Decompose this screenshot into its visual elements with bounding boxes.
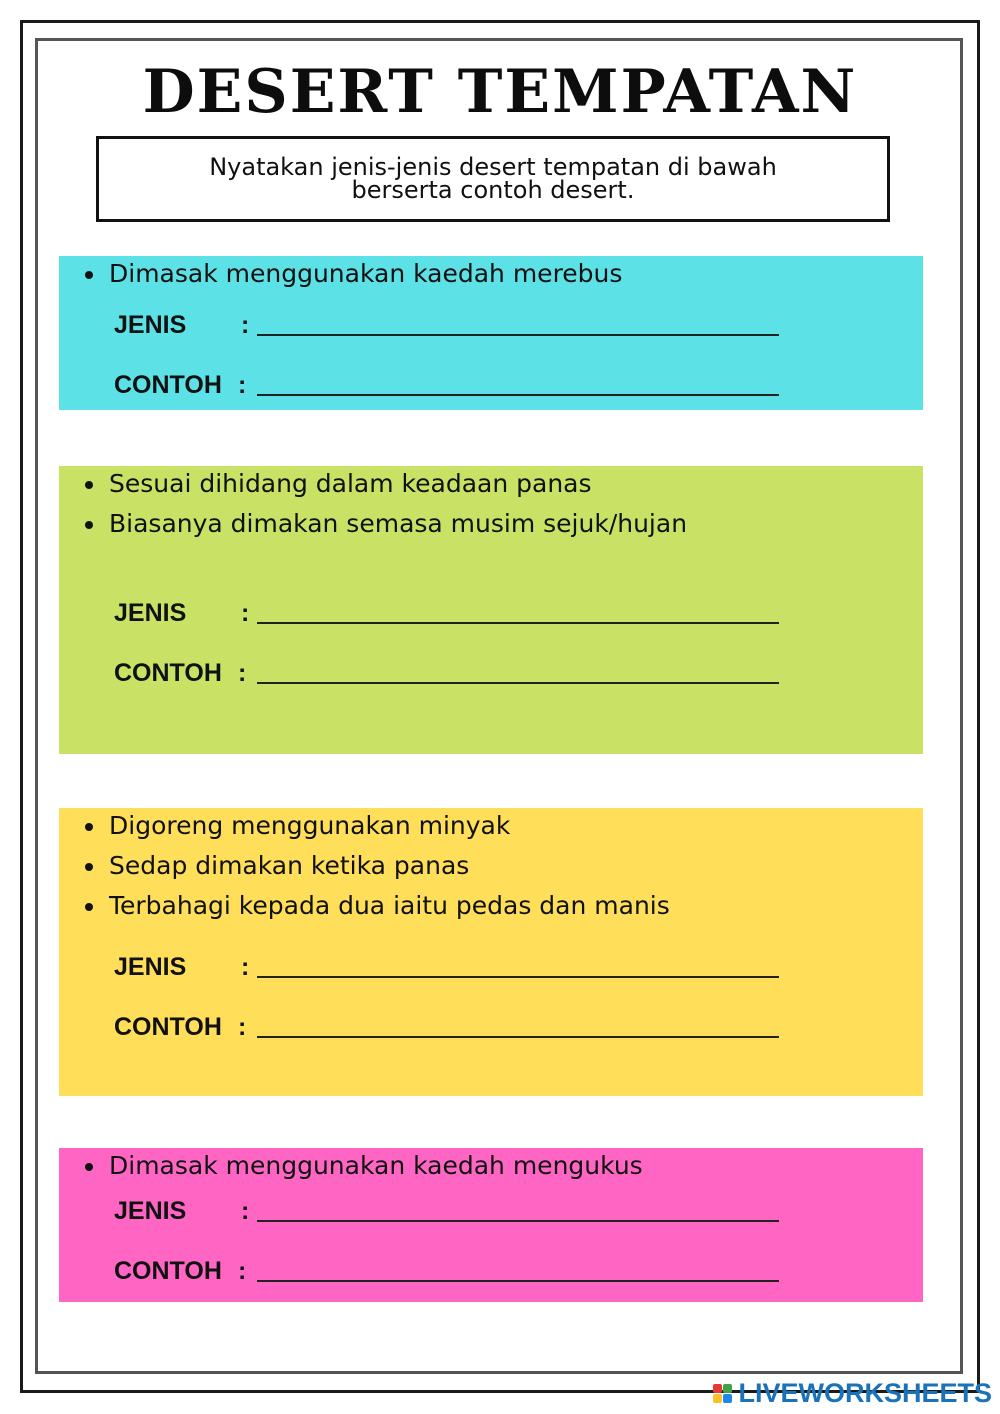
colon: : [241,953,250,981]
colon: : [241,599,250,627]
bullet-list [79,806,670,926]
bullet-item: Biasanya dimakan semasa musim sejuk/hujan [79,504,687,544]
contoh-answer-blank[interactable] [257,1280,779,1282]
contoh-field[interactable] [114,1010,734,1046]
logo-tile [713,1394,722,1403]
section-mengukus [59,1148,923,1302]
colon: : [238,371,247,399]
jenis-field[interactable] [114,950,734,986]
colon: : [238,1257,247,1285]
liveworksheets-logo-icon [713,1384,732,1403]
jenis-field[interactable] [114,596,734,632]
bullet-list [79,254,622,294]
contoh-answer-blank[interactable] [257,1036,779,1038]
colon: : [241,1197,250,1225]
bullet-item: Sesuai dihidang dalam keadaan panas [79,464,687,504]
logo-tile [723,1394,732,1403]
bullet-item: Terbahagi kepada dua iaitu pedas dan manis [79,886,670,926]
instruction-box [96,136,890,222]
jenis-field[interactable] [114,308,734,344]
contoh-field[interactable] [114,368,734,404]
bullet-list [79,464,687,544]
colon: : [238,1013,247,1041]
watermark-text: LIVEWORKSHEETS [738,1377,992,1408]
jenis-answer-blank[interactable] [257,334,779,336]
bullet-item: Digoreng menggunakan minyak [79,806,670,846]
section-merebus [59,256,923,410]
contoh-label: CONTOH [114,371,222,399]
jenis-answer-blank[interactable] [257,976,779,978]
jenis-answer-blank[interactable] [257,1220,779,1222]
instruction-text: Nyatakan jenis-jenis desert tempatan di bawah berserta contoh desert. [209,153,777,204]
contoh-label: CONTOH [114,659,222,687]
contoh-label: CONTOH [114,1013,222,1041]
logo-tile [723,1384,732,1393]
bullet-list [79,1146,643,1186]
bullet-item: Dimasak menggunakan kaedah mengukus [79,1146,643,1186]
contoh-answer-blank[interactable] [257,682,779,684]
jenis-answer-blank[interactable] [257,622,779,624]
jenis-field[interactable] [114,1194,734,1230]
bullet-item: Sedap dimakan ketika panas [79,846,670,886]
jenis-label: JENIS [114,953,187,981]
contoh-label: CONTOH [114,1257,222,1285]
bullet-item: Dimasak menggunakan kaedah merebus [79,254,622,294]
page-title: DESERT TEMPATAN [142,57,858,127]
contoh-field[interactable] [114,1254,734,1290]
colon: : [238,659,247,687]
jenis-label: JENIS [114,311,187,339]
section-digoreng [59,808,923,1096]
jenis-label: JENIS [114,1197,187,1225]
colon: : [241,311,250,339]
contoh-answer-blank[interactable] [257,394,779,396]
liveworksheets-watermark [713,1378,992,1408]
logo-tile [713,1384,722,1393]
section-panas [59,466,923,754]
jenis-label: JENIS [114,599,187,627]
contoh-field[interactable] [114,656,734,692]
